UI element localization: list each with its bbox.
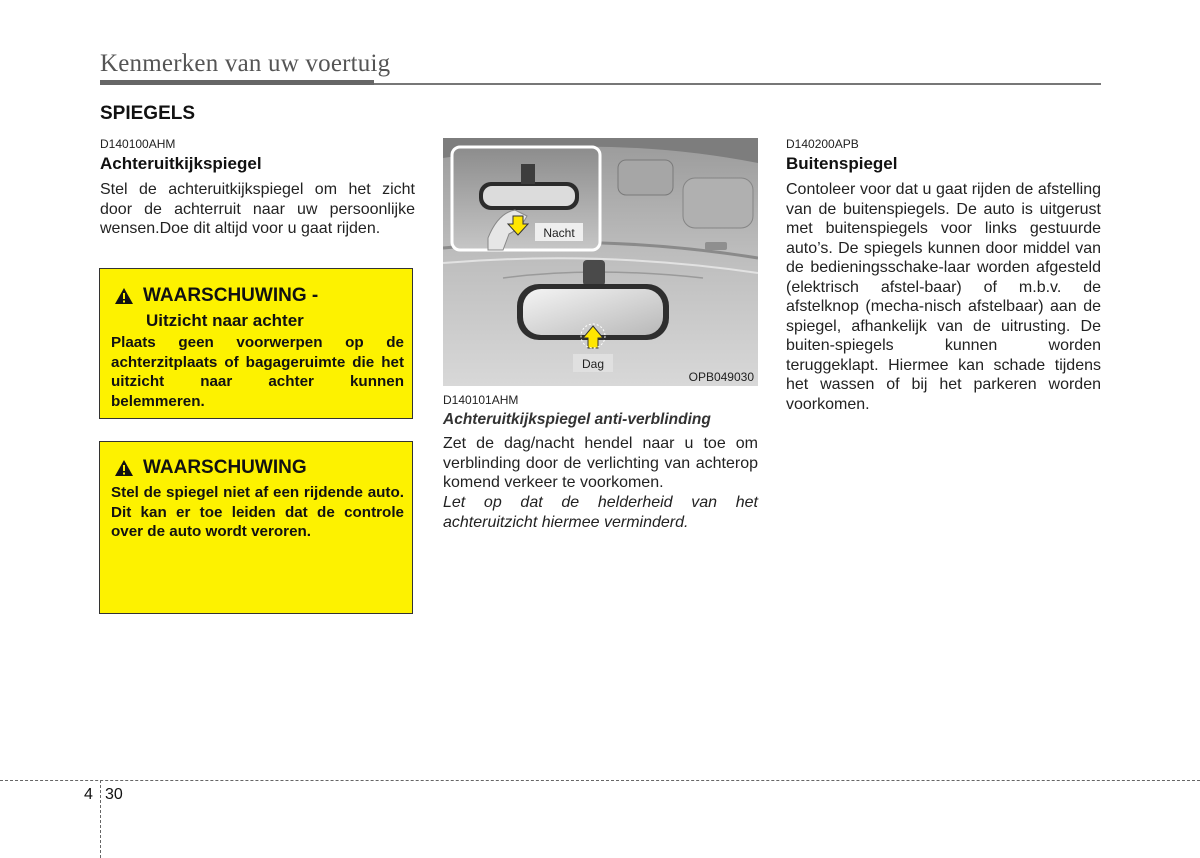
warning-box-adjust: [99, 441, 413, 614]
middle-heading: Achteruitkijkspiegel anti-verblinding: [443, 411, 711, 428]
label-day: Dag: [581, 357, 605, 371]
label-night: Nacht: [543, 226, 575, 240]
page-header-title: Kenmerken van uw voertuig: [100, 50, 391, 77]
warning-title-1: [114, 285, 318, 307]
middle-note: Let op dat de helderheid van het achteruitzicht hiermee verminderd.: [443, 494, 758, 531]
warning-text-1: Plaats geen voorwerpen op de achterzitplaats of bagageruimte die het uitzicht naar achter kunnen belemmeren.: [111, 334, 404, 410]
warning-title-2-text: WAARSCHUWING: [143, 457, 307, 478]
warning-triangle-icon: [114, 287, 134, 305]
warning-subtitle-1: Uitzicht naar achter: [146, 311, 304, 330]
middle-body: Zet de dag/nacht hendel naar u toe om verblinding door de verlichting van achterop komend verkeer te voorkomen.: [443, 435, 758, 491]
right-section-code: D140200APB: [786, 137, 859, 151]
middle-section-code: D140101AHM: [443, 393, 519, 407]
footer-dashed-line: [0, 780, 1200, 781]
rearview-mirror-illustration: [443, 138, 758, 386]
left-body: Stel de achteruitkijkspiegel om het zicht door de achterruit naar uw persoonlijke wensen.Doe dit altijd voor u gaat rijden.: [100, 181, 415, 237]
image-code: OPB049030: [688, 370, 754, 384]
header-rule-thick: [100, 80, 374, 85]
left-section-code: D140100AHM: [100, 137, 176, 151]
page-number: 30: [105, 786, 123, 803]
warning-triangle-icon: [114, 459, 134, 477]
footer-dashed-divider: [100, 780, 101, 858]
warning-text-2: Stel de spiegel niet af een rijdende auto. Dit kan er toe leiden dat de controle over de auto wordt veroren.: [111, 484, 404, 540]
right-heading: Buitenspiegel: [786, 154, 898, 173]
warning-title-2: [114, 457, 307, 479]
right-body: Contoleer voor dat u gaat rijden de afstelling van de buitenspiegels. De auto is uitgerust met buitenspiegels voor links gestuurde auto’s. De spiegels kunnen door middel van de bedieningsschake-laar worden afgesteld (elektrisch afstel-baar) of m.b.v. de afstelknop (mecha-nisch afstelbaar) aan de spiegel, afhankelijk van de uitrusting. De buiten-spiegels kunnen worden teruggeklapt. Hiermee kan schade tijdens het wassen of bij het parkeren worden voorkomen.: [786, 181, 1101, 413]
header-rule-thin: [374, 83, 1101, 85]
section-title: SPIEGELS: [100, 103, 196, 124]
left-heading: Achteruitkijkspiegel: [100, 154, 262, 173]
chapter-number: 4: [84, 786, 93, 803]
warning-title-1-text: WAARSCHUWING -: [143, 285, 319, 306]
warning-box-rear-view: [99, 268, 413, 419]
